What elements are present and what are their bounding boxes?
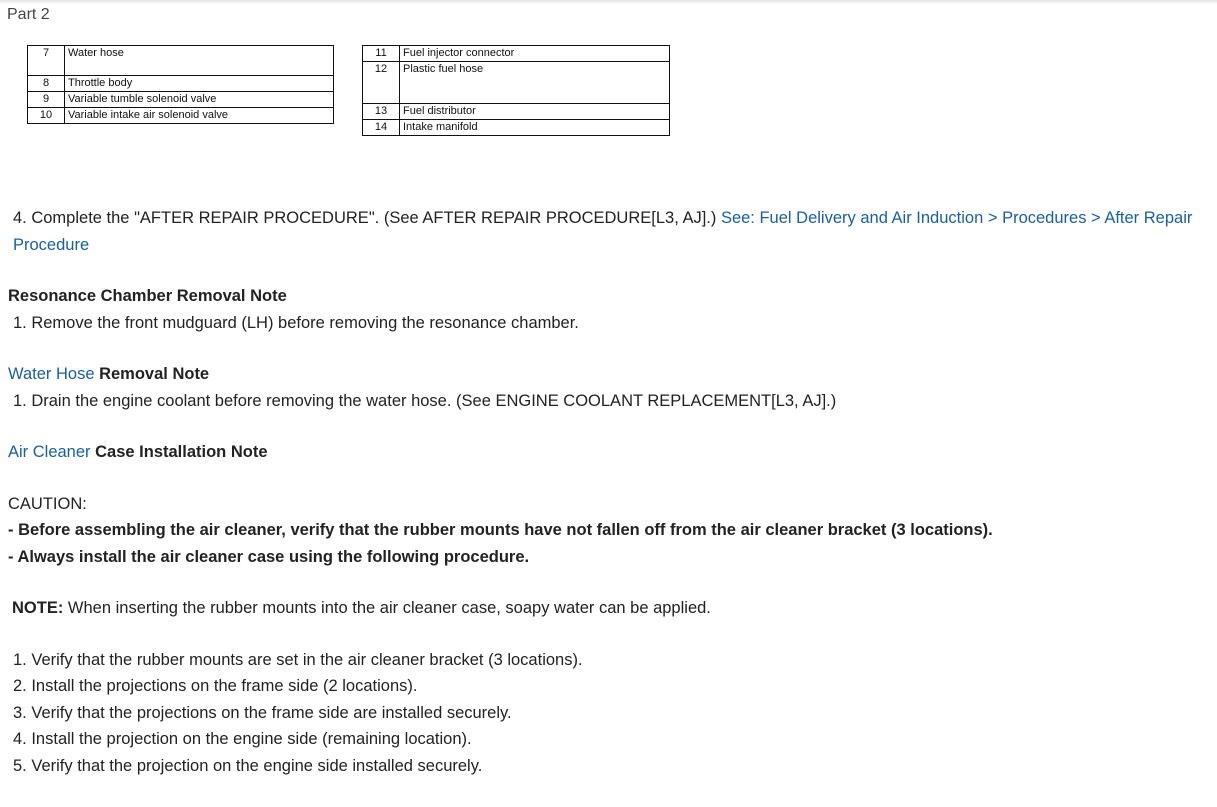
- list-item: 4. Install the projection on the engine side (remaining location).: [13, 730, 472, 748]
- after-repair-procedure-link[interactable]: See: Fuel Delivery and Air Induction > Procedures > After Repair Procedure: [13, 209, 1193, 254]
- legend-text: Intake manifold: [400, 120, 670, 136]
- table-row: [363, 62, 670, 104]
- table-row: [363, 120, 670, 136]
- installation-steps: [8, 647, 1213, 780]
- legend-number: 14: [363, 120, 400, 136]
- legend-text: Variable intake air solenoid valve: [65, 108, 334, 124]
- air-cleaner-section: [8, 439, 1213, 466]
- list-item: 1. Verify that the rubber mounts are set in the air cleaner bracket (3 locations).: [13, 650, 583, 669]
- caution-title: CAUTION:: [8, 494, 87, 513]
- air-cleaner-heading: [8, 439, 1213, 466]
- table-row: [363, 46, 670, 62]
- step-4-text: 4. Complete the "AFTER REPAIR PROCEDURE". (See AFTER REPAIR PROCEDURE[L3, AJ].): [13, 209, 721, 227]
- top-shadow-bar: [0, 0, 1217, 4]
- table-row: [28, 76, 334, 92]
- legend-text: Fuel injector connector: [400, 46, 670, 62]
- note-label: NOTE:: [12, 599, 64, 617]
- legend-text: Water hose: [65, 46, 334, 76]
- resonance-step: 1. Remove the front mudguard (LH) before removing the resonance chamber.: [13, 313, 579, 332]
- air-cleaner-heading-rest: Case Installation Note: [90, 443, 268, 461]
- water-hose-link[interactable]: Water Hose: [8, 365, 95, 383]
- water-hose-section: [8, 361, 1213, 414]
- legend-table-right: [362, 45, 670, 136]
- procedure-content: [8, 205, 1213, 779]
- caution-section: [8, 491, 1213, 571]
- caution-item: - Before assembling the air cleaner, verify that the rubber mounts have not fallen off from the air cleaner bracket (3 locations).: [8, 521, 993, 539]
- legend-number: 11: [363, 46, 400, 62]
- table-row: [363, 104, 670, 120]
- legend-table-left: [27, 45, 334, 124]
- step-4-paragraph: [8, 205, 1213, 258]
- water-hose-step: 1. Drain the engine coolant before removing the water hose. (See ENGINE COOLANT REPLACEMENT[L3, AJ].): [13, 391, 837, 410]
- legend-number: 13: [363, 104, 400, 120]
- note-text: When inserting the rubber mounts into the air cleaner case, soapy water can be applied.: [63, 599, 711, 617]
- part-label: Part 2: [7, 6, 50, 23]
- table-row: [28, 46, 334, 76]
- resonance-heading: Resonance Chamber Removal Note: [8, 287, 287, 305]
- legend-number: 8: [28, 76, 65, 92]
- legend-number: 9: [28, 92, 65, 108]
- table-row: [28, 108, 334, 124]
- water-hose-heading-rest: Removal Note: [94, 365, 210, 383]
- legend-number: 12: [363, 62, 400, 104]
- legend-text: Fuel distributor: [400, 104, 670, 120]
- legend-number: 7: [28, 46, 65, 76]
- water-hose-heading: [8, 361, 1213, 388]
- legend-text: Throttle body: [65, 76, 334, 92]
- list-item: 2. Install the projections on the frame side (2 locations).: [13, 677, 418, 695]
- caution-item: - Always install the air cleaner case using the following procedure.: [8, 547, 530, 566]
- note-paragraph: [8, 595, 1213, 622]
- list-item: 3. Verify that the projections on the frame side are installed securely.: [13, 703, 512, 722]
- legend-text: Plastic fuel hose: [400, 62, 670, 104]
- table-row: [28, 92, 334, 108]
- legend-text: Variable tumble solenoid valve: [65, 92, 334, 108]
- resonance-section: [8, 283, 1213, 336]
- legend-number: 10: [28, 108, 65, 124]
- air-cleaner-link[interactable]: Air Cleaner: [8, 443, 91, 461]
- list-item: 5. Verify that the projection on the engine side installed securely.: [13, 756, 483, 775]
